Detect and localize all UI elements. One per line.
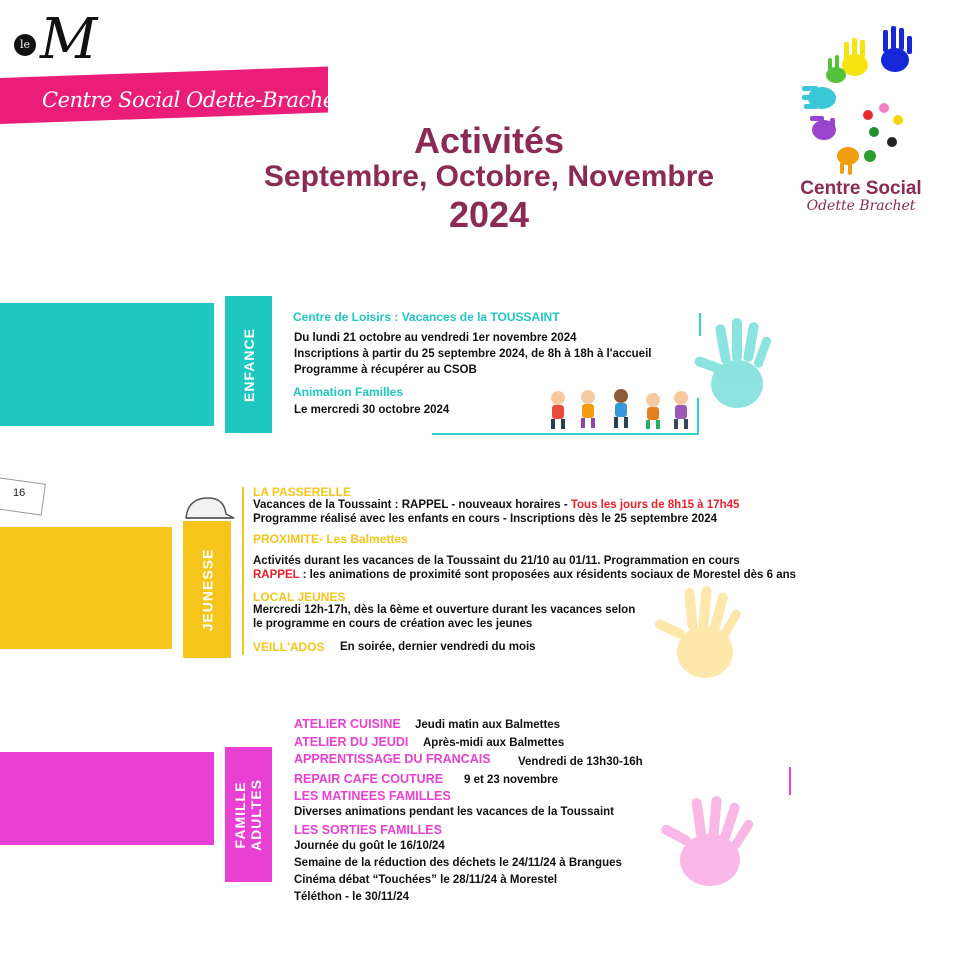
famille-heading-jeudi: ATELIER DU JEUDI (294, 735, 409, 749)
enfance-line-inscriptions: Inscriptions à partir du 25 septembre 2024, de 8h à 18h à l'accueil (294, 348, 652, 360)
jeunesse-heading-proximite: PROXIMITE- Les Balmettes (253, 532, 408, 546)
famille-color-bar (0, 752, 214, 845)
sorties-line1: Journée du goût le 16/10/24 (294, 840, 445, 852)
proximite-line1: Activités durant les vacances de la Toussaint du 21/10 au 01/11. Programmation en cours (253, 555, 740, 567)
famille-heading-sorties: LES SORTIES FAMILLES (294, 823, 442, 837)
logo-name: Centre Social (800, 178, 922, 199)
passerelle-line2: Programme réalisé avec les enfants en cours - Inscriptions dès le 25 septembre 2024 (253, 513, 718, 525)
orange-hand-icon (837, 147, 859, 175)
local-line2: le programme en cours de création avec les jeunes (253, 618, 533, 630)
veillados-text: En soirée, dernier vendredi du mois (340, 641, 536, 653)
purple-hand-icon (810, 116, 836, 140)
enfance-line-dates: Du lundi 21 octobre au vendredi 1er novembre 2024 (294, 332, 577, 344)
blue-hand-icon (881, 26, 912, 72)
jeunesse-frame-left (242, 487, 244, 655)
small-hands-icon (863, 103, 903, 162)
jeunesse-heading-veillados: VEILL'ADOS (253, 640, 325, 654)
repair-text: 9 et 23 novembre (464, 774, 558, 786)
proximite-line2: : les animations de proximité sont proposées aux résidents sociaux de Morestel dès 6 ans (299, 569, 797, 581)
sorties-line2: Semaine de la réduction des déchets le 24/11/24 à Brangues (294, 857, 622, 869)
jeunesse-tab (183, 521, 231, 658)
jeudi-text: Après-midi aux Balmettes (423, 737, 565, 749)
famille-heading-matinees: LES MATINEES FAMILLES (294, 789, 451, 803)
passerelle-line1: Vacances de la Toussaint : RAPPEL - nouveaux horaires - (253, 499, 571, 511)
matinees-text: Diverses animations pendant les vacances de la Toussaint (294, 806, 614, 818)
sorties-line3: Cinéma débat “Touchées” le 28/11/24 à Morestel (294, 874, 558, 886)
passerelle-hours: Tous les jours de 8h15 à 17h45 (570, 499, 740, 511)
jeunesse-tab-label: JEUNESSE (199, 548, 216, 631)
cuisine-text: Jeudi matin aux Balmettes (415, 719, 561, 731)
children-illustration-icon (543, 388, 693, 432)
banner-title: Centre Social Odette-Brachet (42, 88, 343, 112)
sorties-line4: Téléthon - le 30/11/24 (294, 891, 410, 903)
enfance-heading-animation-familles: Animation Familles (293, 385, 404, 399)
logo-subtitle: Odette Brachet (806, 198, 916, 214)
famille-frame-right (789, 767, 791, 795)
jeunesse-heading-local: LOCAL JEUNES (253, 590, 346, 604)
teal-handprint-icon (692, 316, 777, 416)
famille-heading-repair: REPAIR CAFE COUTURE (294, 772, 444, 786)
yellow-hand-icon (842, 38, 868, 76)
enfance-line-programme: Programme à récupérer au CSOB (294, 364, 477, 376)
famille-tab (225, 747, 272, 882)
jeunesse-color-bar (0, 527, 172, 649)
teal-hand-icon (802, 86, 836, 109)
enfance-tab (225, 296, 272, 433)
famille-heading-cuisine: ATELIER CUISINE (294, 717, 401, 731)
proximite-rappel: RAPPEL (253, 569, 300, 581)
page-subtitle-months: Septembre, Octobre, Novembre (263, 160, 715, 193)
page-number: 16 (13, 487, 26, 499)
famille-heading-francais: APPRENTISSAGE DU FRANCAIS (294, 752, 491, 766)
francais-text: Vendredi de 13h30-16h (518, 756, 643, 768)
magazine-logo-letter: M (40, 7, 98, 72)
enfance-frame-bottom (432, 433, 699, 435)
enfance-tab-label: ENFANCE (240, 327, 257, 402)
magazine-le-badge: le (14, 34, 36, 56)
yellow-handprint-icon (650, 586, 750, 686)
enfance-color-bar (0, 303, 214, 426)
page-subtitle-year: 2024 (448, 194, 530, 235)
pink-handprint-icon (660, 796, 770, 896)
enfance-heading-centre-loisirs: Centre de Loisirs : Vacances de la TOUSSAINT (293, 310, 560, 324)
page-title: Activités (413, 120, 565, 161)
local-line1: Mercredi 12h-17h, dès la 6ème et ouverture durant les vacances selon (253, 604, 636, 616)
jeunesse-heading-passerelle: LA PASSERELLE (253, 485, 352, 499)
cap-icon (180, 492, 236, 524)
famille-tab-label: FAMILLE ADULTES (232, 778, 265, 851)
enfance-line-mercredi: Le mercredi 30 octobre 2024 (294, 404, 450, 416)
hands-logo-icon (800, 20, 930, 180)
